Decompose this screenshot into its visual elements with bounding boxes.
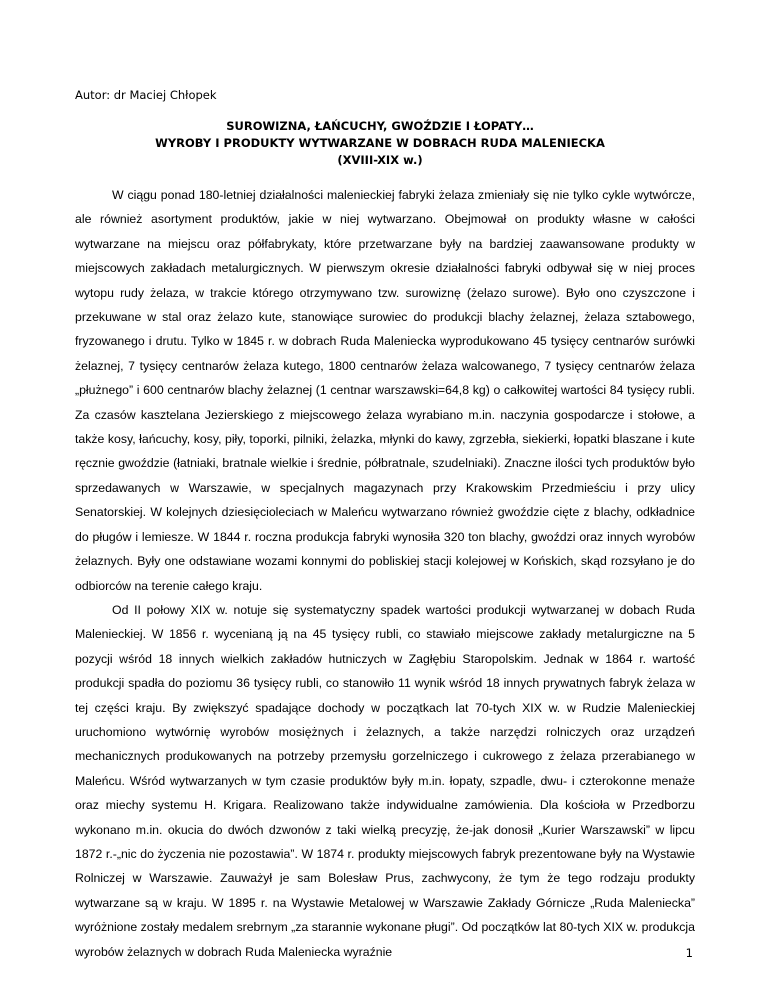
document-title <box>60 118 700 169</box>
title-line-2: WYROBY I PRODUKTY WYTWARZANE W DOBRACH RUDA MALENIECKA <box>155 136 605 150</box>
document-body <box>75 183 695 964</box>
paragraph-2: Od II połowy XIX w. notuje się systematyczny spadek wartości produkcji wytwarzanej w dobach Ruda Malenieckiej. W 1856 r. wycenianą ją na 45 tysięcy rubli, co stawiało miejscowe zakłady metalurgiczne na 5 pozycji wśród 18 innych wielkich zakładów hutniczych w Zagłębiu Staropolskim. Jednak w 1864 r. wartość produkcji spadła do poziomu 36 tysięcy rubli, co stanowiło 11 wynik wśród 18 innych prywatnych fabryk żelaza w tej części kraju. By zwiększyć spadające dochody w początkach lat 70-tych XIX w. w Rudzie Malenieckiej uruchomiono wytwórnię wyrobów mosiężnych i żelaznych, a także narzędzi rolniczych oraz urządzeń mechanicznych produkowanych na potrzeby przemysłu gorzelniczego i cukrowego z żelaza przerabianego w Maleńcu. Wśród wytwarzanych w tym czasie produktów były m.in. łopaty, szpadle, dwu- i czterokonne menaże oraz miechy systemu H. Krigara. Realizowano także indywidualne zamówienia. Dla kościoła w Przedborzu wykonano m.in. okucia do dwóch dzwonów z taki wielką precyzję, że-jak donosił „Kurier Warszawski” w lipcu 1872 r.-„nic do życzenia nie pozostawia”. W 1874 r. produkty miejscowych fabryk prezentowane były na Wystawie Rolniczej w Warszawie. Zauważył je sam Bolesław Prus, zachwycony, że tym że tego rodzaju produkty wytwarzane są w kraju. W 1895 r. na Wystawie Metalowej w Warszawie Zakłady Górnicze „Ruda Maleniecka” wyróżnione zostały medalem srebrnym „za starannie wykonane pługi”. Od początków lat 80-tych XIX w. produkcja wyrobów żelaznych w dobrach Ruda Maleniecka wyraźnie <box>75 602 695 959</box>
paragraph-1: W ciągu ponad 180-letniej działalności malenieckiej fabryki żelaza zmieniały się nie tylko cykle wytwórcze, ale również asortyment produktów, jakie w niej wytwarzano. Obejmował on produkty własne w całości wytwarzane na miejscu oraz półfabrykaty, które przetwarzane były na bardziej zaawansowane produkty w miejscowych zakładach metalurgicznych. W pierwszym okresie działalności fabryki odbywał się w niej proces wytopu rudy żelaza, w trakcie którego otrzymywano tzw. surowiznę (żelazo surowe). Było ono czyszczone i przekuwane w stal oraz żelazo kute, stanowiące surowiec do produkcji blachy żelaznej, żelaza sztabowego, fryzowanego i drutu. Tylko w 1845 r. w dobrach Ruda Maleniecka wyprodukowano 45 tysięcy centnarów surówki żelaznej, 7 tysięcy centnarów żelaza kutego, 1800 centnarów żelaza walcowanego, 7 tysięcy centnarów żelaza „płużnego” i 600 centnarów blachy żelaznej (1 centnar warszawski=64,8 kg) o całkowitej wartości 84 tysięcy rubli. Za czasów kasztelana Jezierskiego z miejscowego żelaza wyrabiano m.in. naczynia gospodarcze i stołowe, a także kosy, łańcuchy, kosy, piły, toporki, pilniki, żelazka, młynki do kawy, zgrzebła, siekierki, łopatki blaszane i kute ręcznie gwoździe (łatniaki, bratnale wielkie i średnie, półbratnale, szudelniaki). Znaczne ilości tych produktów było sprzedawanych w Warszawie, w specjalnych magazynach przy Krakowskim Przedmieściu i przy ulicy Senatorskiej. W kolejnych dziesięcioleciach w Maleńcu wytwarzano również gwoździe cięte z blachy, odkładnice do pługów i lemiesze. W 1844 r. roczna produkcja fabryki wynosiła 320 ton blachy, gwoździ oraz innych wyrobów żelaznych. Były one odstawiane wozami konnymi do pobliskiej stacji kolejowej w Końskich, skąd rozsyłano je do odbiorców na terenie całego kraju. <box>75 188 695 593</box>
author-line: Autor: dr Maciej Chłopek <box>75 88 217 102</box>
page-number: 1 <box>685 946 693 960</box>
title-line-1: SUROWIZNA, ŁAŃCUCHY, GWOŹDZIE I ŁOPATY… <box>226 119 534 133</box>
title-line-3: (XVIII-XIX w.) <box>337 153 423 167</box>
